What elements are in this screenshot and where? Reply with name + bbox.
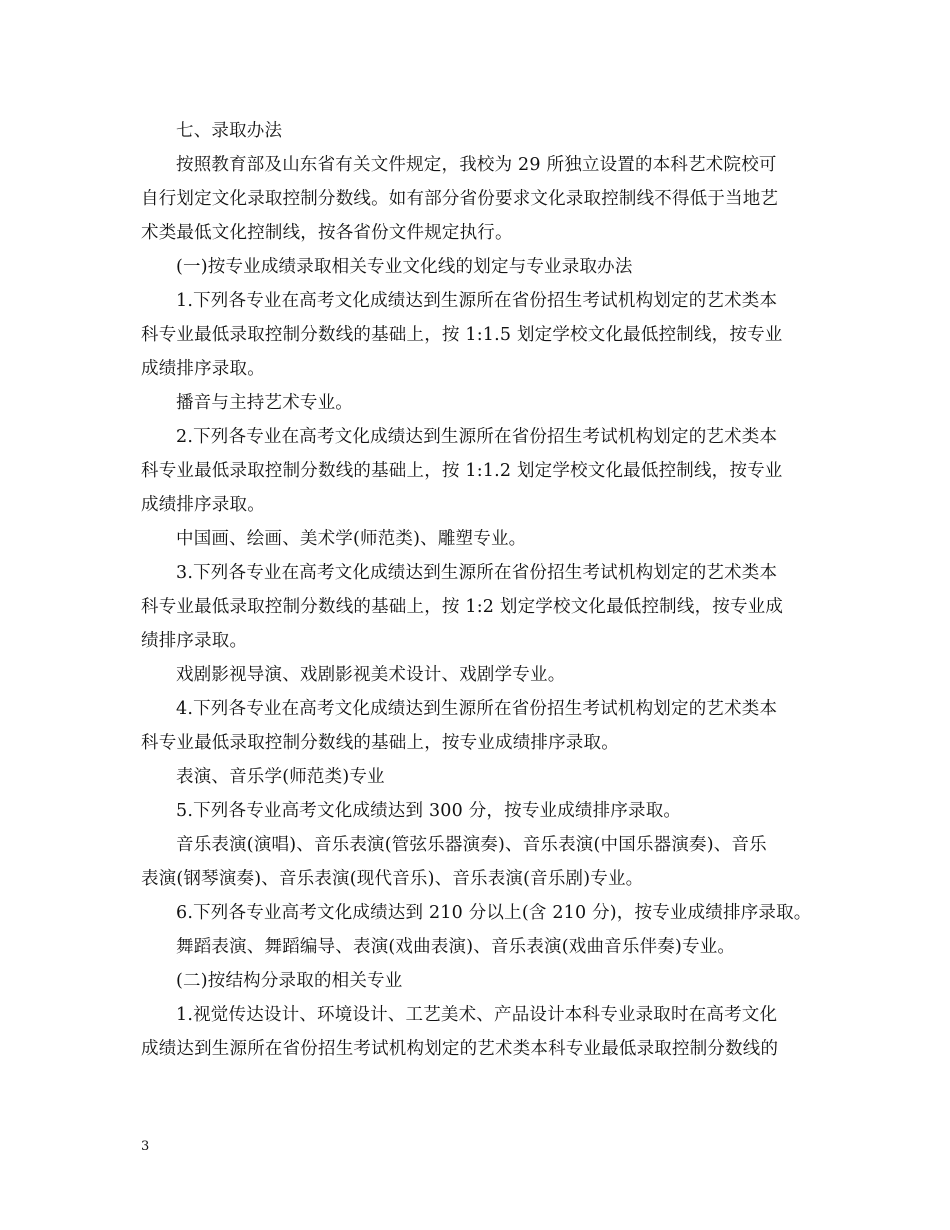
paragraph-line: 表演、音乐学(师范类)专业 (176, 767, 385, 787)
paragraph-line: 3.下列各专业在高考文化成绩达到生源所在省份招生考试机构划定的艺术类本 (176, 563, 778, 583)
paragraph-line: 4.下列各专业在高考文化成绩达到生源所在省份招生考试机构划定的艺术类本 (176, 699, 778, 719)
paragraph-line: 术类最低文化控制线，按各省份文件规定执行。 (141, 223, 513, 243)
paragraph-line: 成绩排序录取。 (141, 359, 265, 379)
paragraph-line: 成绩排序录取。 (141, 495, 265, 515)
paragraph-line: 1.视觉传达设计、环境设计、工艺美术、产品设计本科专业录取时在高考文化 (176, 1005, 778, 1025)
paragraph-line: 播音与主持艺术专业。 (176, 393, 353, 413)
paragraph-line: 5.下列各专业高考文化成绩达到 300 分，按专业成绩排序录取。 (176, 801, 682, 821)
document-body (141, 114, 821, 1066)
paragraph-line: 科专业最低录取控制分数线的基础上，按 1:1.5 划定学校文化最低控制线，按专业 (141, 325, 783, 345)
paragraph-line: 按照教育部及山东省有关文件规定，我校为 29 所独立设置的本科艺术院校可 (176, 155, 777, 175)
paragraph-line: 6.下列各专业高考文化成绩达到 210 分以上(含 210 分)，按专业成绩排序录取。 (176, 903, 812, 923)
paragraph-line: 科专业最低录取控制分数线的基础上，按 1:2 划定学校文化最低控制线，按专业成 (141, 597, 784, 617)
paragraph-line: 表演(钢琴演奏)、音乐表演(现代音乐)、音乐表演(音乐剧)专业。 (141, 869, 644, 889)
paragraph-line: 科专业最低录取控制分数线的基础上，按 1:1.2 划定学校文化最低控制线，按专业 (141, 461, 783, 481)
subsection-heading: (二)按结构分录取的相关专业 (176, 971, 403, 991)
paragraph-line: 自行划定文化录取控制分数线。如有部分省份要求文化录取控制线不得低于当地艺 (141, 189, 779, 209)
paragraph-line: 音乐表演(演唱)、音乐表演(管弦乐器演奏)、音乐表演(中国乐器演奏)、音乐 (176, 835, 767, 855)
paragraph-line: 成绩达到生源所在省份招生考试机构划定的艺术类本科专业最低录取控制分数线的 (141, 1039, 779, 1059)
section-heading: 七、录取办法 (176, 121, 283, 141)
paragraph-line: 舞蹈表演、舞蹈编导、表演(戏曲表演)、音乐表演(戏曲音乐伴奏)专业。 (176, 937, 736, 957)
paragraph-line: 2.下列各专业在高考文化成绩达到生源所在省份招生考试机构划定的艺术类本 (176, 427, 778, 447)
paragraph-line: 1.下列各专业在高考文化成绩达到生源所在省份招生考试机构划定的艺术类本 (176, 291, 778, 311)
page-number: 3 (141, 1139, 150, 1154)
subsection-heading: (一)按专业成绩录取相关专业文化线的划定与专业录取办法 (176, 257, 633, 277)
paragraph-line: 戏剧影视导演、戏剧影视美术设计、戏剧学专业。 (176, 665, 566, 685)
paragraph-line: 科专业最低录取控制分数线的基础上，按专业成绩排序录取。 (141, 733, 619, 753)
paragraph-line: 中国画、绘画、美术学(师范类)、雕塑专业。 (176, 529, 527, 549)
paragraph-line: 绩排序录取。 (141, 631, 248, 651)
